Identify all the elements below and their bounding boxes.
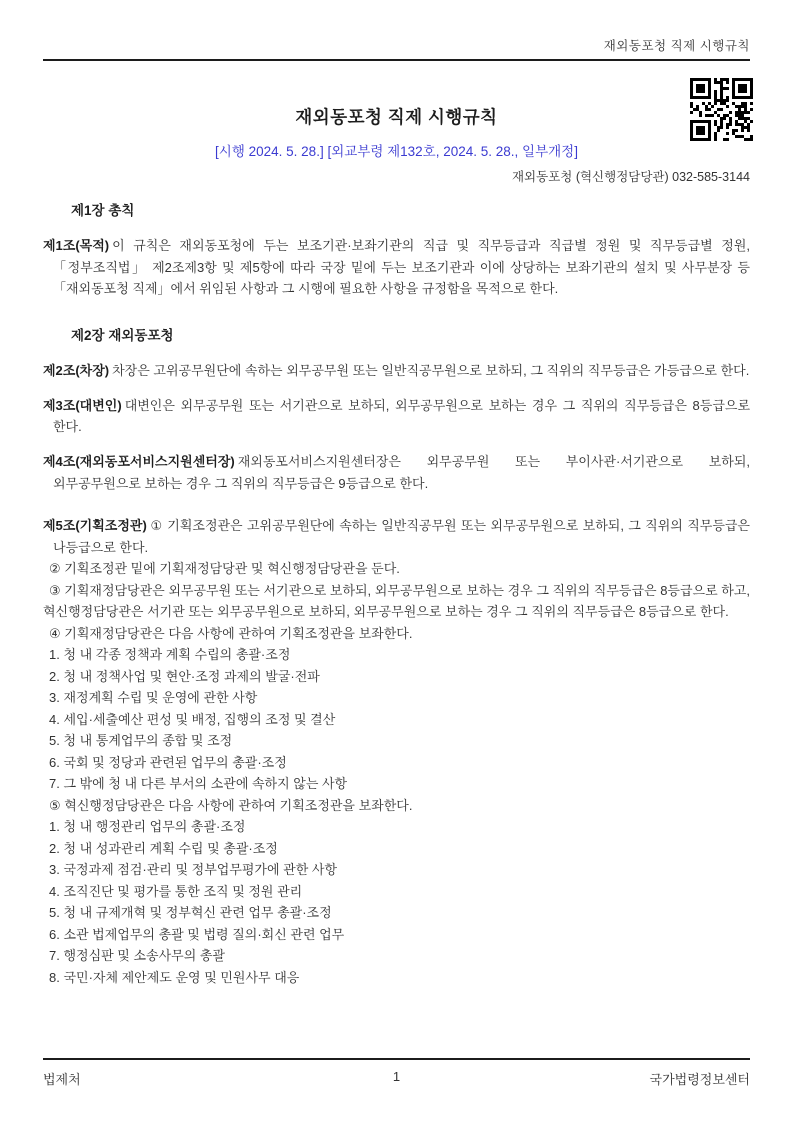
page-number: 1 [392, 1069, 401, 1084]
agency-contact: 재외동포청 (혁신행정담당관) 032-585-3144 [511, 170, 750, 184]
article-paragraph [43, 451, 750, 494]
list-item: 3. 국정과제 점검·관리 및 정부업무평가에 관한 사항 [49, 862, 338, 877]
article-text: 대변인은 외무공무원 또는 서기관으로 보하되, 외무공무원으로 보하는 경우 그 직위의 직무등급은 8등급으로 한다. [53, 397, 750, 434]
chapter-heading: 제1장 총칙 [71, 203, 135, 218]
footer-right-label: 국가법령정보센터 [649, 1072, 750, 1087]
list-item: 6. 국회 및 정당과 관련된 업무의 총괄·조정 [49, 754, 287, 770]
article-label: 제3조(대변인) [43, 397, 122, 413]
running-header-title: 재외동포청 직제 시행규칙 [603, 39, 750, 53]
page-title: 재외동포청 직제 시행규칙 [295, 107, 498, 127]
article-text: 재외동포서비스지원센터장은 외무공무원 또는 부이사관·서기관으로 보하되, 외무공무원으로 보하는 경우 그 직위의 직무등급은 9등급으로 한다. [53, 454, 750, 491]
chapter-heading: 제2장 재외동포청 [71, 327, 174, 343]
article-paragraph [43, 235, 750, 300]
list-item: 3. 재정계획 수립 및 운영에 관한 사항 [49, 690, 258, 705]
article-text: 차장은 고위공무원단에 속하는 외무공무원 또는 일반직공무원으로 보하되, 그 직위의 직무등급은 가등급으로 한다. [112, 362, 750, 378]
list-item: 5. 청 내 통계업무의 종합 및 조정 [49, 733, 233, 748]
list-item: 4. 세입·세출예산 편성 및 배정, 집행의 조정 및 결산 [49, 711, 336, 727]
list-item: 5. 청 내 규제개혁 및 정부혁신 관련 업무 총괄·조정 [49, 905, 332, 920]
list-item: 7. 그 밖에 청 내 다른 부서의 소관에 속하지 않는 사항 [49, 776, 348, 791]
sub-paragraph: ③ 기획재정담당관은 외무공무원 또는 서기관으로 보하되, 외무공무원으로 보하는 경우 그 직위의 직무등급은 8등급으로 하고, 혁신행정담당관은 서기관 또는 외무공무원으로 보하되, 외무공무원으로 보하는 경우 그 직위의 직무등급은 8등급으로 한다. [43, 582, 750, 619]
sub-paragraph: ② 기획조정관 밑에 기획재정담당관 및 혁신행정담당관을 둔다. [49, 561, 400, 576]
list-item: 4. 조직진단 및 평가를 통한 조직 및 정원 관리 [49, 883, 303, 899]
list-item: 8. 국민·자체 제안제도 운영 및 민원사무 대응 [49, 969, 300, 985]
article-paragraph [43, 515, 750, 558]
revision-line: [시행 2024. 5. 28.] [외교부령 제132호, 2024. 5. 28., 일부개정] [215, 144, 578, 159]
article-text: ① 기획조정관은 고위공무원단에 속하는 일반직공무원 또는 외무공무원으로 보하되, 그 직위의 직무등급은 나등급으로 한다. [53, 518, 750, 555]
sub-paragraph: ④ 기획재정담당관은 다음 사항에 관하여 기획조정관을 보좌한다. [49, 625, 413, 641]
article-label: 제1조(목적) [43, 238, 110, 253]
article-text: 이 규칙은 재외동포청에 두는 보조기관·보좌기관의 직급 및 직무등급과 직급별 정원 및 직무등급별 정원, 「정부조직법」 제2조제3항 및 제5항에 따라 국장 밑에 두는 보조기관과 이에 상당하는 보좌기관의 설치 및 사무분장 등 「재외동포청 직제」에서 위임된 사항과 그 시행에 필요한 사항을 규정함을 목적으로 한다. [53, 238, 750, 296]
article-label: 제5조(기획조정관) [43, 518, 147, 533]
footer-left-label: 법제처 [43, 1072, 81, 1087]
list-item: 2. 청 내 성과관리 계획 수립 및 총괄·조정 [49, 840, 278, 856]
sub-paragraph: ⑤ 혁신행정담당관은 다음 사항에 관하여 기획조정관을 보좌한다. [49, 797, 413, 813]
article-paragraph [43, 360, 750, 382]
article-label: 제4조(재외동포서비스지원센터장) [43, 454, 235, 469]
article-label: 제2조(차장) [43, 362, 110, 378]
list-item: 2. 청 내 정책사업 및 현안·조정 과제의 발굴·전파 [49, 668, 320, 684]
page-footer [43, 1058, 750, 1088]
list-item: 1. 청 내 각종 정책과 계획 수립의 총괄·조정 [49, 647, 291, 662]
list-item: 1. 청 내 행정관리 업무의 총괄·조정 [49, 819, 246, 834]
list-item: 7. 행정심판 및 소송사무의 총괄 [49, 948, 225, 963]
list-item: 6. 소관 법제업무의 총괄 및 법령 질의·회신 관련 업무 [49, 926, 345, 942]
article-paragraph [43, 395, 750, 438]
document-content [43, 0, 750, 988]
